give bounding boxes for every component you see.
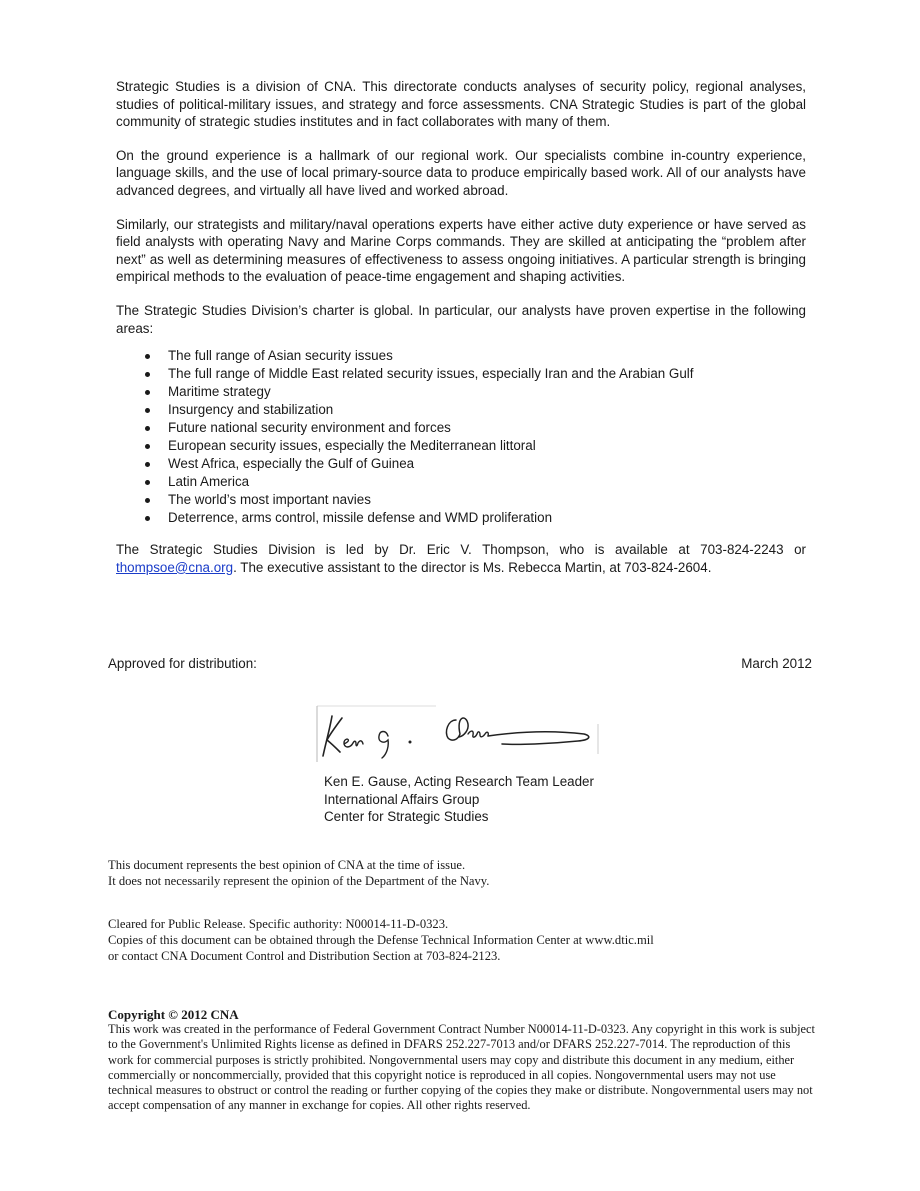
- approval-date: March 2012: [741, 656, 812, 671]
- opinion-note: [108, 858, 489, 890]
- list-item: The world’s most important navies: [168, 491, 806, 509]
- copyright-title: Copyright © 2012 CNA: [108, 1007, 239, 1022]
- list-item: Maritime strategy: [168, 383, 806, 401]
- release-note-line: Copies of this document can be obtained through the Defense Technical Information Center at www.dtic.mil: [108, 932, 654, 947]
- list-item: Insurgency and stabilization: [168, 401, 806, 419]
- expertise-list: [116, 347, 806, 527]
- list-item: European security issues, especially the Mediterranean littoral: [168, 437, 806, 455]
- list-item: Latin America: [168, 473, 806, 491]
- signature-svg: [316, 704, 600, 764]
- signer-block: [324, 773, 594, 826]
- copyright-body: This work was created in the performance of Federal Government Contract Number N00014-11-D-0323. Any copyright in this work is subject to the Government's Unlimited Rights license as defined in DFARS 252.227-7013 and/or DFARS 252.227-7014. The reproduction of this work for commercial purposes is strictly prohibited. Nongovernmental users may copy and distribute this document in any medium, either commercially or noncommercially, provided that this copyright notice is reproduced in all copies. Nongovernmental users may not use technical measures to obstruct or control the reading or further copying of the copies they make or distribute. Nongovernmental users may not accept compensation of any manner in exchange for copies. All other rights reserved.: [108, 1022, 816, 1113]
- intro-paragraph-4: The Strategic Studies Division’s charter is global. In particular, our analysts have proven expertise in the following areas:: [116, 302, 806, 336]
- approval-label: Approved for distribution:: [108, 656, 257, 671]
- copyright-section: [108, 1007, 816, 1113]
- signature-image: [316, 704, 600, 764]
- intro-paragraph-3: Similarly, our strategists and military/naval operations experts have either active duty experience or have served as field analysts with operating Navy and Marine Corps commands. They are skilled at anticipating the “problem after next” as well as determining measures of effectiveness to assess ongoing initiatives. A particular strength is bringing empirical methods to the evaluation of peace-time engagement and shaping activities.: [116, 216, 806, 285]
- signer-name-title: Ken E. Gause, Acting Research Team Leader: [324, 774, 594, 789]
- signer-group: International Affairs Group: [324, 791, 480, 807]
- intro-section: [116, 78, 806, 592]
- list-item: The full range of Asian security issues: [168, 347, 806, 365]
- email-link[interactable]: thompsoe@cna.org: [116, 559, 234, 575]
- leader-text-post: . The executive assistant to the director is Ms. Rebecca Martin, at 703-824-2604.: [233, 559, 712, 575]
- release-note-line: Cleared for Public Release. Specific authority: N00014-11-D-0323.: [108, 917, 449, 931]
- opinion-note-line: It does not necessarily represent the opinion of the Department of the Navy.: [108, 873, 490, 888]
- signer-center: Center for Strategic Studies: [324, 809, 489, 825]
- release-note: [108, 917, 654, 964]
- intro-paragraph-2: On the ground experience is a hallmark of our regional work. Our specialists combine in-country experience, language skills, and the use of local primary-source data to produce empirically based work. All of our analysts have advanced degrees, and virtually all have lived and worked abroad.: [116, 147, 806, 198]
- list-item: The full range of Middle East related security issues, especially Iran and the Arabian Gulf: [168, 365, 806, 383]
- leader-text-pre: The Strategic Studies Division is led by Dr. Eric V. Thompson, who is available at 703-824-2243 or: [116, 542, 806, 558]
- list-item: Future national security environment and forces: [168, 419, 806, 437]
- list-item: West Africa, especially the Gulf of Guinea: [168, 455, 806, 473]
- release-note-line: or contact CNA Document Control and Distribution Section at 703-824-2123.: [108, 948, 501, 963]
- intro-paragraph-1: Strategic Studies is a division of CNA. This directorate conducts analyses of security policy, regional analyses, studies of political-military issues, and strategy and force assessments. CNA Strategic Studies is part of the global community of strategic studies institutes and in fact collaborates with many of them.: [116, 79, 806, 130]
- opinion-note-line: This document represents the best opinion of CNA at the time of issue.: [108, 858, 466, 872]
- list-item: Deterrence, arms control, missile defense and WMD proliferation: [168, 509, 806, 527]
- leader-paragraph: [116, 541, 806, 576]
